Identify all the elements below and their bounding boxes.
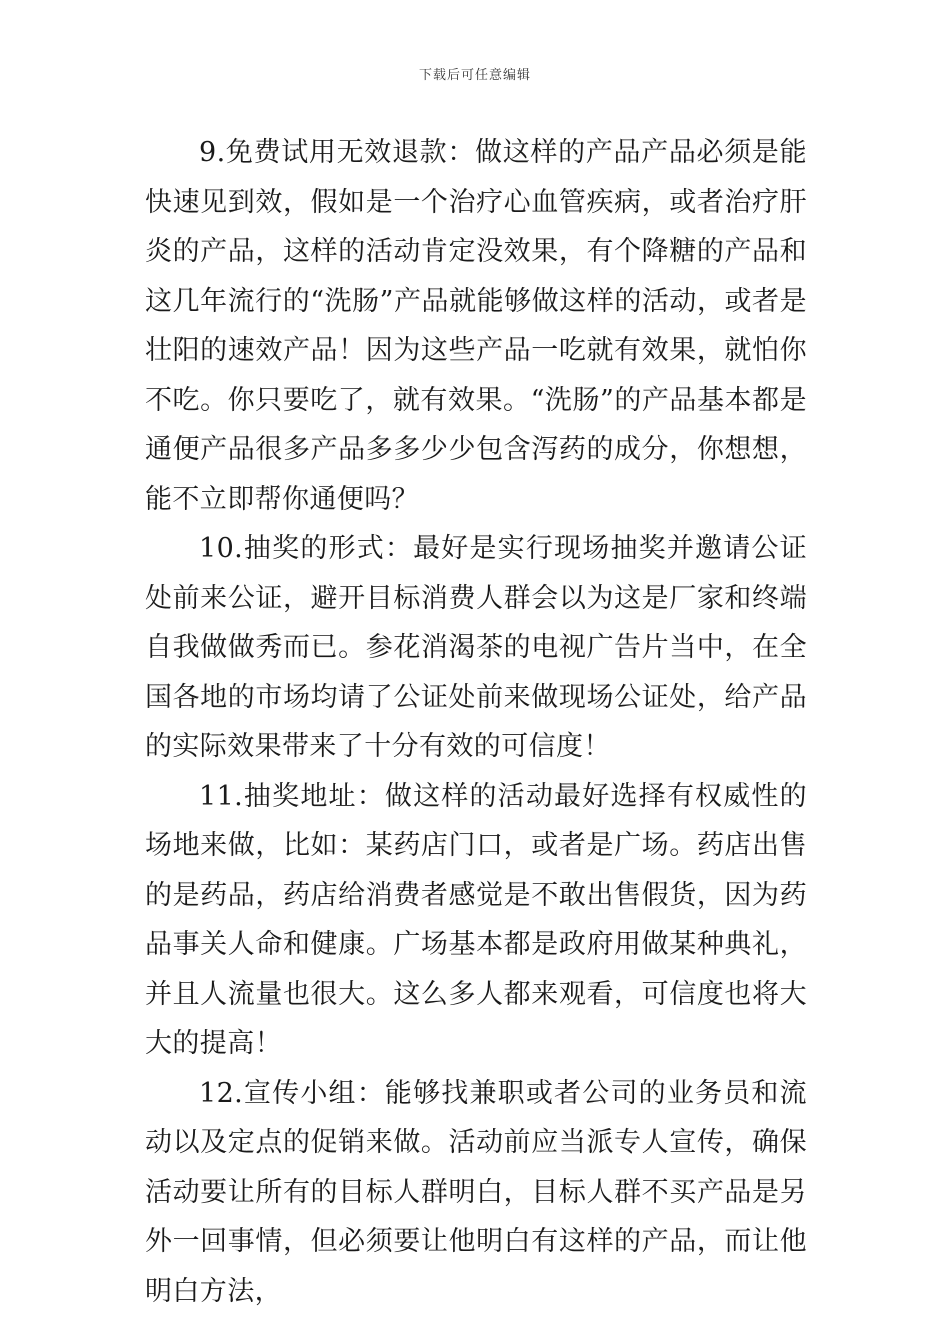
paragraph-item-12: 12.宣传小组：能够找兼职或者公司的业务员和流动以及定点的促销来做。活动前应当派专人宣传，确保活动要让所有的目标人群明白，目标人群不买产品是另外一回事情，但必须要让他明白有这样的产品，而让他明白方法，	[145, 1077, 807, 1307]
paragraph-item-11: 11.抽奖地址：做这样的活动最好选择有权威性的场地来做，比如：某药店门口，或者是广场。药店出售的是药品，药店给消费者感觉是不敢出售假货，因为药品事关人命和健康。广场基本都是政府用做某种典礼，并且人流量也很大。这么多人都来观看，可信度也将大大的提高！	[145, 780, 807, 1059]
document-body	[145, 128, 807, 1316]
paragraph-item-9: 9.免费试用无效退款：做这样的产品产品必须是能快速见到效，假如是一个治疗心血管疾病，或者治疗肝炎的产品，这样的活动肯定没效果，有个降糖的产品和这几年流行的“洗肠”产品就能够做这样的活动，或者是壮阳的速效产品！因为这些产品一吃就有效果，就怕你不吃。你只要吃了，就有效果。“洗肠”的产品基本都是通便产品很多产品多多少少包含泻药的成分，你想想，能不立即帮你通便吗？	[145, 137, 807, 515]
paragraph-item-10: 10.抽奖的形式：最好是实行现场抽奖并邀请公证处前来公证，避开目标消费人群会以为这是厂家和终端自我做做秀而已。参花消渴茶的电视广告片当中，在全国各地的市场均请了公证处前来做现场公证处，给产品的实际效果带来了十分有效的可信度！	[145, 533, 807, 762]
page-header: 下载后可任意编辑	[418, 68, 531, 83]
